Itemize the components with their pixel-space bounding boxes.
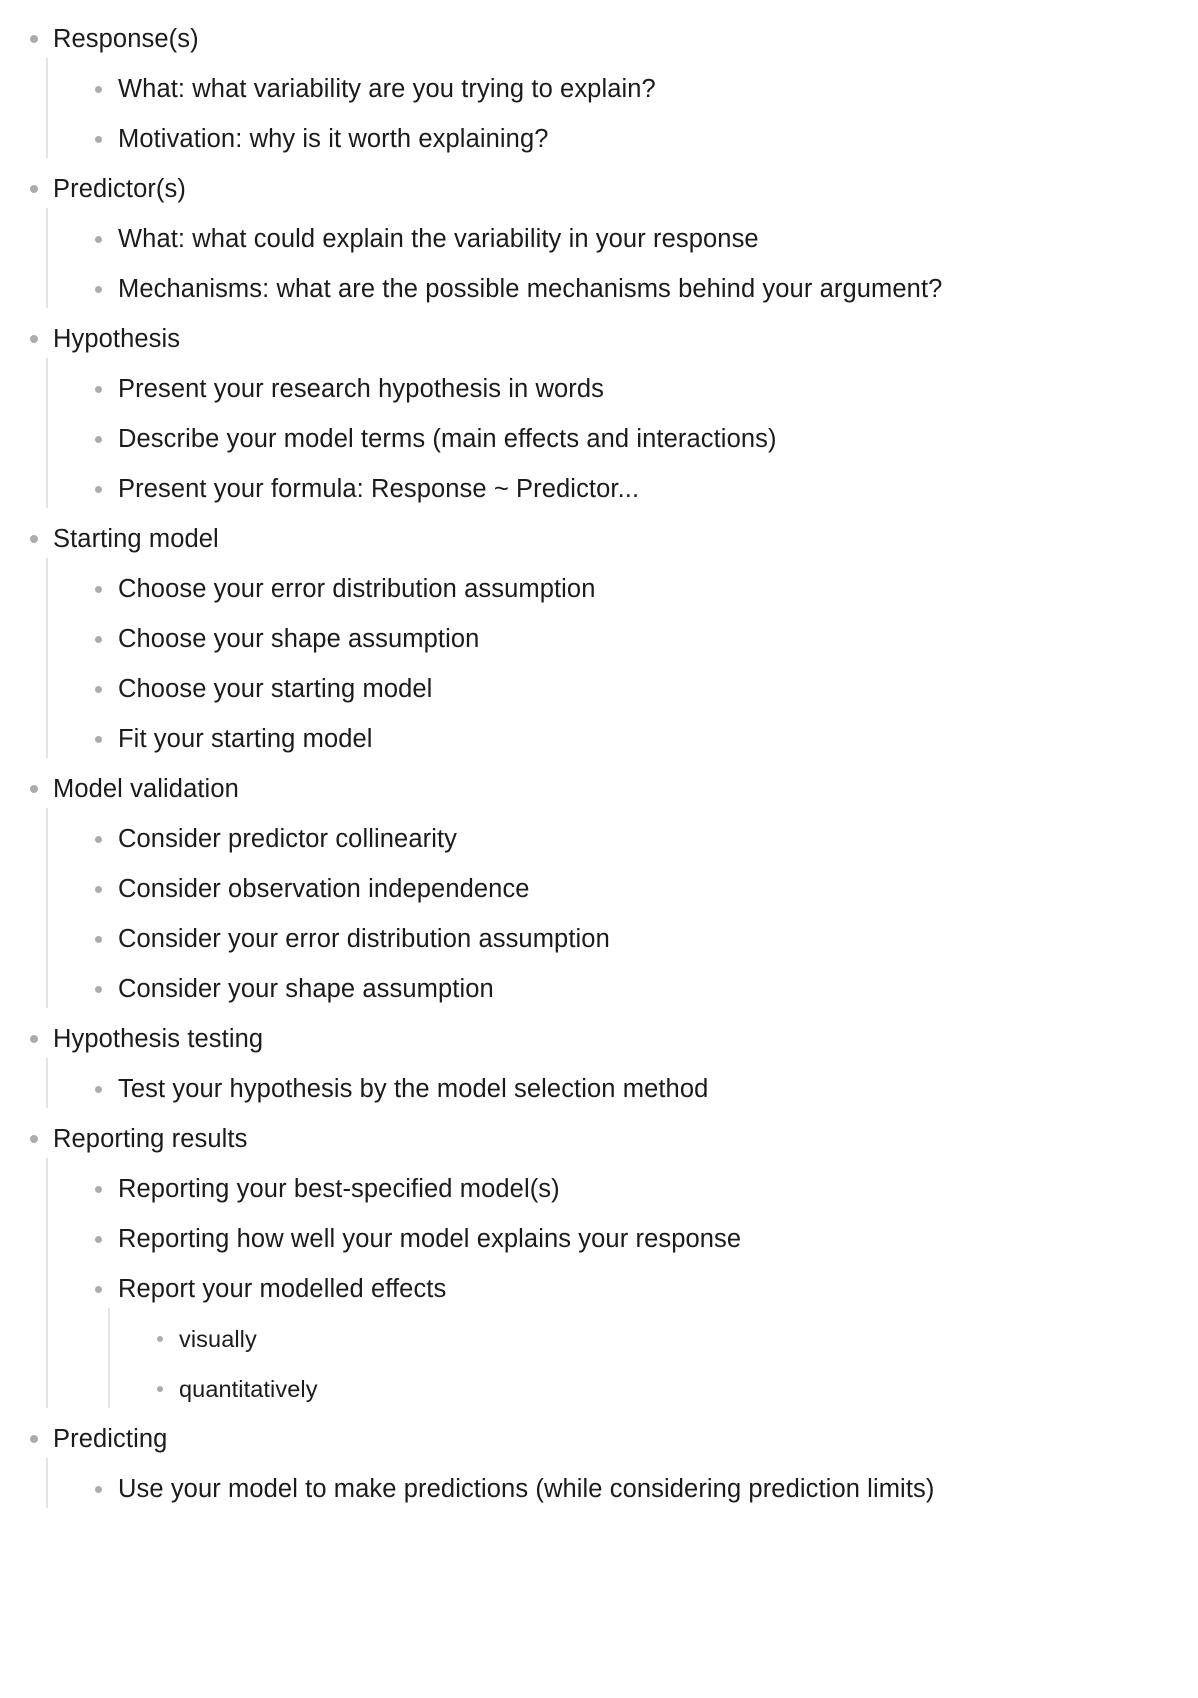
- bullet-icon[interactable]: [95, 236, 102, 243]
- outline-item-label: quantitatively: [179, 1376, 318, 1402]
- outline-item-label: Report your modelled effects: [118, 1275, 447, 1303]
- outline-item-label: Consider your error distribution assumption: [118, 925, 610, 953]
- outline-row[interactable]: [0, 814, 1198, 864]
- outline-children-group: [0, 64, 1198, 164]
- outline-row[interactable]: [0, 564, 1198, 614]
- outline-item: [0, 1214, 1198, 1264]
- bullet-icon[interactable]: [95, 936, 102, 943]
- outline-row[interactable]: [0, 114, 1198, 164]
- outline-row[interactable]: [0, 1164, 1198, 1214]
- bullet-icon[interactable]: [95, 1086, 102, 1093]
- outline-item: [0, 164, 1198, 314]
- bullet-icon[interactable]: [95, 736, 102, 743]
- outline-row[interactable]: [0, 364, 1198, 414]
- outline-row[interactable]: [0, 1364, 1198, 1414]
- outline-item: [0, 364, 1198, 414]
- outline-item-label: Reporting results: [53, 1125, 248, 1153]
- bullet-icon[interactable]: [30, 1135, 38, 1143]
- bullet-icon[interactable]: [95, 86, 102, 93]
- outline-level-2-list: [0, 1464, 1198, 1514]
- outline-item: [0, 1064, 1198, 1114]
- bullet-icon[interactable]: [95, 486, 102, 493]
- outline-item: [0, 714, 1198, 764]
- bullet-icon[interactable]: [95, 136, 102, 143]
- bullet-icon[interactable]: [95, 1486, 102, 1493]
- outline-item-label: Describe your model terms (main effects and interactions): [118, 425, 777, 453]
- outline-item-label: Use your model to make predictions (while considering prediction limits): [118, 1475, 935, 1503]
- bullet-icon[interactable]: [95, 886, 102, 893]
- outline-item-label: What: what variability are you trying to explain?: [118, 75, 656, 103]
- outline-item: [0, 864, 1198, 914]
- outline-item: [0, 314, 1198, 514]
- bullet-icon[interactable]: [157, 1336, 163, 1342]
- outline-row[interactable]: [0, 1014, 1198, 1064]
- bullet-icon[interactable]: [30, 785, 38, 793]
- outline-row[interactable]: [0, 1464, 1198, 1514]
- outline-item: [0, 664, 1198, 714]
- bullet-icon[interactable]: [30, 1035, 38, 1043]
- outline-item-label: Hypothesis testing: [53, 1025, 264, 1053]
- outline-children-group: [0, 1314, 1198, 1414]
- outline-item-label: Fit your starting model: [118, 725, 373, 753]
- outline-item-label: Starting model: [53, 525, 219, 553]
- outline-item: [0, 464, 1198, 514]
- outline-level-2-list: [0, 64, 1198, 164]
- bullet-icon[interactable]: [95, 636, 102, 643]
- outline-row[interactable]: [0, 64, 1198, 114]
- outline-item-label: Choose your starting model: [118, 675, 433, 703]
- outline-item-label: Consider your shape assumption: [118, 975, 494, 1003]
- outline-item-label: visually: [179, 1326, 257, 1352]
- outline-row[interactable]: [0, 1064, 1198, 1114]
- outline-item: [0, 14, 1198, 164]
- outline-children-group: [0, 1064, 1198, 1114]
- outline-item: [0, 814, 1198, 864]
- outline-row[interactable]: [0, 964, 1198, 1014]
- outline-item-label: Predicting: [53, 1425, 168, 1453]
- outline-row[interactable]: [0, 514, 1198, 564]
- outline-row[interactable]: [0, 1314, 1198, 1364]
- outline-row[interactable]: [0, 864, 1198, 914]
- outline-item-label: Choose your error distribution assumption: [118, 575, 596, 603]
- outline-item: [0, 414, 1198, 464]
- outline-item: [0, 564, 1198, 614]
- outline-item-label: Motivation: why is it worth explaining?: [118, 125, 549, 153]
- outline-row[interactable]: [0, 914, 1198, 964]
- outline-item-label: Present your research hypothesis in words: [118, 375, 604, 403]
- outline-children-group: [0, 1464, 1198, 1514]
- bullet-icon[interactable]: [30, 185, 38, 193]
- outline-item-label: Predictor(s): [53, 175, 186, 203]
- outline-row[interactable]: [0, 264, 1198, 314]
- bullet-icon[interactable]: [95, 436, 102, 443]
- outline-children-group: [0, 814, 1198, 1014]
- bullet-icon[interactable]: [95, 986, 102, 993]
- bullet-icon[interactable]: [30, 35, 38, 43]
- outline-item-label: Consider observation independence: [118, 875, 530, 903]
- outline-item-label: Reporting your best-specified model(s): [118, 1175, 560, 1203]
- outline-level-2-list: [0, 564, 1198, 764]
- outline-item: [0, 1314, 1198, 1364]
- outline-children-group: [0, 364, 1198, 514]
- outline-item-label: Model validation: [53, 775, 239, 803]
- outline-row[interactable]: [0, 214, 1198, 264]
- outline-item-label: What: what could explain the variability in your response: [118, 225, 759, 253]
- outline-row[interactable]: [0, 414, 1198, 464]
- outline-level-2-list: [0, 1164, 1198, 1414]
- bullet-icon[interactable]: [30, 335, 38, 343]
- outline-row[interactable]: [0, 14, 1198, 64]
- outline-item: [0, 1114, 1198, 1414]
- outline-level-2-list: [0, 364, 1198, 514]
- bullet-icon[interactable]: [95, 1286, 102, 1293]
- outline-row[interactable]: [0, 164, 1198, 214]
- outline-item: [0, 1364, 1198, 1414]
- bullet-icon[interactable]: [95, 836, 102, 843]
- outline-item: [0, 114, 1198, 164]
- outline-children-group: [0, 1164, 1198, 1414]
- outline-row[interactable]: [0, 1264, 1198, 1314]
- bullet-icon[interactable]: [95, 386, 102, 393]
- outline-item: [0, 1464, 1198, 1514]
- bullet-icon[interactable]: [30, 535, 38, 543]
- outline-item-label: Present your formula: Response ~ Predictor...: [118, 475, 640, 503]
- outline-item: [0, 1164, 1198, 1214]
- outline-item-label: Response(s): [53, 25, 199, 53]
- outline-item-label: Reporting how well your model explains your response: [118, 1225, 742, 1253]
- bullet-icon[interactable]: [95, 1236, 102, 1243]
- outline-level-2-list: [0, 214, 1198, 314]
- outline-item: [0, 614, 1198, 664]
- outline-item: [0, 264, 1198, 314]
- bullet-icon[interactable]: [95, 286, 102, 293]
- outline-row[interactable]: [0, 1114, 1198, 1164]
- outline-row[interactable]: [0, 614, 1198, 664]
- outline-item: [0, 964, 1198, 1014]
- outline-row[interactable]: [0, 764, 1198, 814]
- outline-row[interactable]: [0, 714, 1198, 764]
- outline-item-label: Choose your shape assumption: [118, 625, 480, 653]
- bullet-icon[interactable]: [95, 1186, 102, 1193]
- outline-item: [0, 1014, 1198, 1114]
- outline-item: [0, 1414, 1198, 1514]
- bullet-icon[interactable]: [157, 1386, 163, 1392]
- outline-item: [0, 64, 1198, 114]
- outline-item-label: Hypothesis: [53, 325, 181, 353]
- outline-children-group: [0, 564, 1198, 764]
- outline-item-label: Consider predictor collinearity: [118, 825, 457, 853]
- outline-item: [0, 764, 1198, 1014]
- outline-item-label: Mechanisms: what are the possible mechanisms behind your argument?: [118, 275, 943, 303]
- outline-level-2-list: [0, 814, 1198, 1014]
- bullet-icon[interactable]: [30, 1435, 38, 1443]
- outline-row[interactable]: [0, 1414, 1198, 1464]
- outline-row[interactable]: [0, 664, 1198, 714]
- outline-level-3-list: [0, 1314, 1198, 1414]
- outline-row[interactable]: [0, 1214, 1198, 1264]
- outline-item: [0, 214, 1198, 264]
- outline-row[interactable]: [0, 314, 1198, 364]
- outline-level-2-list: [0, 1064, 1198, 1114]
- outline-children-group: [0, 214, 1198, 314]
- outline-item: [0, 514, 1198, 764]
- outline-item: [0, 914, 1198, 964]
- outline-row[interactable]: [0, 464, 1198, 514]
- bullet-icon[interactable]: [95, 586, 102, 593]
- outline-level-1-list: [0, 14, 1198, 1514]
- outline-item-label: Test your hypothesis by the model selection method: [118, 1075, 709, 1103]
- outline-item: [0, 1264, 1198, 1414]
- bullet-icon[interactable]: [95, 686, 102, 693]
